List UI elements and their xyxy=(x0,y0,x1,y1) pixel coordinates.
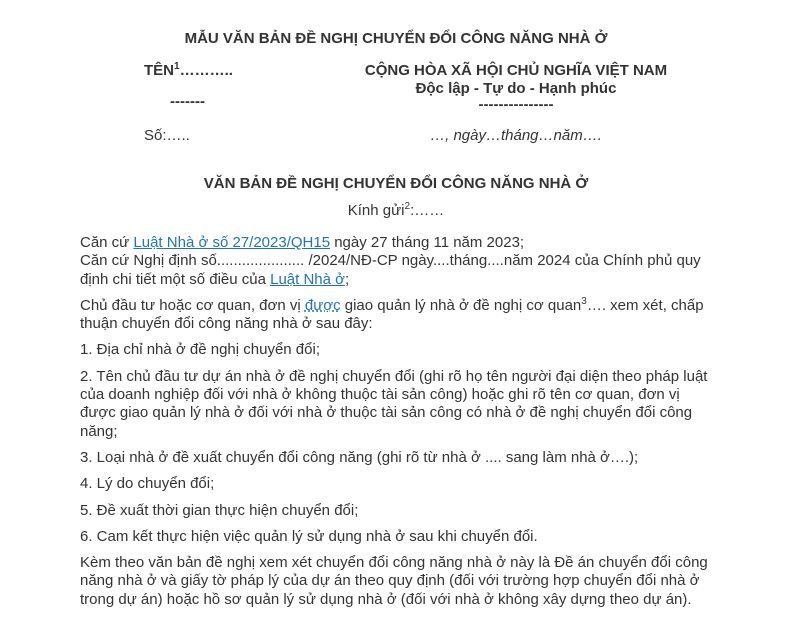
addressee-label: Kính gửi xyxy=(347,202,405,219)
number-date-row xyxy=(80,127,712,145)
addressee-dots: :…… xyxy=(410,202,445,219)
housing-law-link[interactable]: Luật Nhà ở xyxy=(270,270,345,288)
issuer-divider-dashes: ------- xyxy=(170,93,205,110)
numbered-item-6: 6. Cam kết thực hiện việc quản lý sử dụng nhà ở sau khi chuyển đổi. xyxy=(80,527,538,545)
intro-mid: giao quản lý nhà ở đề nghị cơ quan xyxy=(340,296,582,314)
date-line: …, ngày…tháng…năm…. xyxy=(430,127,602,144)
legal-basis-1-suffix: ngày 27 tháng 11 năm 2023; xyxy=(330,234,525,251)
document-header xyxy=(80,62,712,112)
legal-basis-1 xyxy=(80,234,524,251)
footnote-ref-3: 3 xyxy=(581,295,587,307)
intro-prefix: Chủ đầu tư hoặc cơ quan, đơn vị xyxy=(80,296,305,314)
document-number: Số:….. xyxy=(144,127,190,144)
form-template-title: MẪU VĂN BẢN ĐỀ NGHỊ CHUYỂN ĐỔI CÔNG NĂNG NHÀ Ở xyxy=(184,30,608,47)
numbered-item-4: 4. Lý do chuyển đổi; xyxy=(80,475,215,493)
national-motto-line1: CỘNG HÒA XÃ HỘI CHỦ NGHĨA VIỆT NAM xyxy=(364,62,668,79)
issuer-name-dots: ……….. xyxy=(179,62,233,79)
issuer-column xyxy=(80,62,320,112)
numbered-item-5: 5. Đề xuất thời gian thực hiện chuyển đổi; xyxy=(80,501,359,519)
national-divider-dashes: --------------- xyxy=(478,96,554,113)
issuer-name-line xyxy=(144,62,320,80)
legal-basis-2 xyxy=(80,252,701,287)
numbered-item-3: 3. Loại nhà ở đề xuất chuyển đổi công năng (ghi rõ từ nhà ở .... sang làm nhà ở….); xyxy=(80,448,639,466)
legal-basis-2-text: Căn cứ Nghị định số..................... /2024/NĐ-CP ngày....tháng....năm 2024 của Chính phủ quy định chi tiết một số điều của xyxy=(80,252,701,288)
addressee-line xyxy=(80,202,712,220)
issuer-name-label: TÊN xyxy=(144,62,174,79)
legal-basis-1-text: Căn cứ xyxy=(80,234,134,251)
document-title: VĂN BẢN ĐỀ NGHỊ CHUYỂN ĐỔI CÔNG NĂNG NHÀ Ở xyxy=(203,175,589,192)
national-motto-line2: Độc lập - Tự do - Hạnh phúc xyxy=(415,80,617,97)
duoc-term-link[interactable]: được xyxy=(304,296,341,314)
intro-suffix: …. xem xét, chấp thuận chuyển đổi công năng nhà ở sau đây: xyxy=(80,296,704,333)
footnote-ref-2: 2 xyxy=(404,201,411,212)
footnote-ref-1: 1 xyxy=(174,61,180,72)
legal-basis-block xyxy=(80,234,712,289)
law-27-2023-link[interactable]: Luật Nhà ở số 27/2023/QH15 xyxy=(133,234,331,251)
numbered-item-1: 1. Địa chỉ nhà ở đề nghị chuyển đổi; xyxy=(80,341,320,359)
attachment-note-paragraph: Kèm theo văn bản đề nghị xem xét chuyển đổi công năng nhà ở này là Đề án chuyển đổi công năng nhà ở và giấy tờ pháp lý của dự án theo quy định (đối với trường hợp chuyển đổi nhà ở trong dự án) hoặc hồ sơ quản lý sử dụng nhà ở (đối với nhà ở không xây dựng theo dự án). xyxy=(80,554,708,608)
request-intro-paragraph xyxy=(80,297,712,334)
national-heading-column xyxy=(320,62,712,112)
numbered-item-2: 2. Tên chủ đầu tư dự án nhà ở đề nghị chuyển đổi (ghi rõ họ tên người đại diện theo pháp luật của doanh nghiệp đối với nhà ở không thuộc tài sản công) hoặc ghi rõ tên cơ quan, đơn vị được giao quản lý nhà ở đối với nhà ở thuộc tài sản công có nhà ở đề nghị chuyển đổi công năng; xyxy=(80,367,708,440)
legal-basis-2-suffix: ; xyxy=(345,270,350,288)
